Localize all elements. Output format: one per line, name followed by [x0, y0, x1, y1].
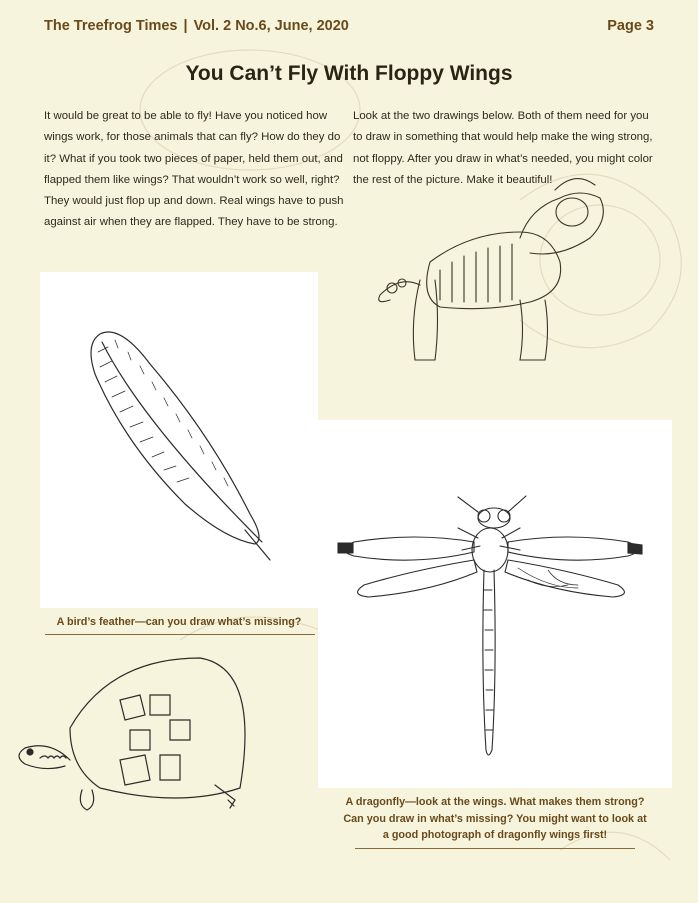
dragonfly-drawing [318, 420, 672, 788]
issue-info: Vol. 2 No.6, June, 2020 [193, 18, 349, 34]
feather-drawing [40, 272, 318, 608]
article-paragraph-right: Look at the two drawings below. Both of them need for you to draw in something that would help make the wing strong, not floppy. After you draw in what’s needed, you might color the rest of the picture. Make it beautiful! [353, 110, 653, 186]
dragonfly-caption: A dragonfly—look at the wings. What makes them strong? Can you draw in what’s missing? You might want to look at a good photograph of dragonfly wings first! [343, 796, 647, 841]
page-header [44, 14, 654, 38]
feather-panel [40, 272, 318, 608]
page-number: Page 3 [607, 18, 654, 34]
feather-caption-rule [45, 634, 315, 635]
publication-name: The Treefrog Times [44, 18, 178, 34]
feather-caption: A bird’s feather—can you draw what’s missing? [56, 616, 302, 628]
masthead [44, 18, 349, 34]
header-separator: | [183, 18, 188, 34]
article-title: You Can’t Fly With Floppy Wings [185, 62, 513, 85]
article-paragraph-left: It would be great to be able to fly! Have you noticed how wings work, for those animals that can fly? How do they do it? What if you took two pieces of paper, held them out, and flapped them like wings? That wouldn’t work so well, right? They would just flop up and down. Real wings have to push against air when they are flapped. They have to be strong. [44, 110, 344, 229]
dragonfly-caption-rule [355, 848, 635, 849]
dragonfly-panel [318, 420, 672, 788]
